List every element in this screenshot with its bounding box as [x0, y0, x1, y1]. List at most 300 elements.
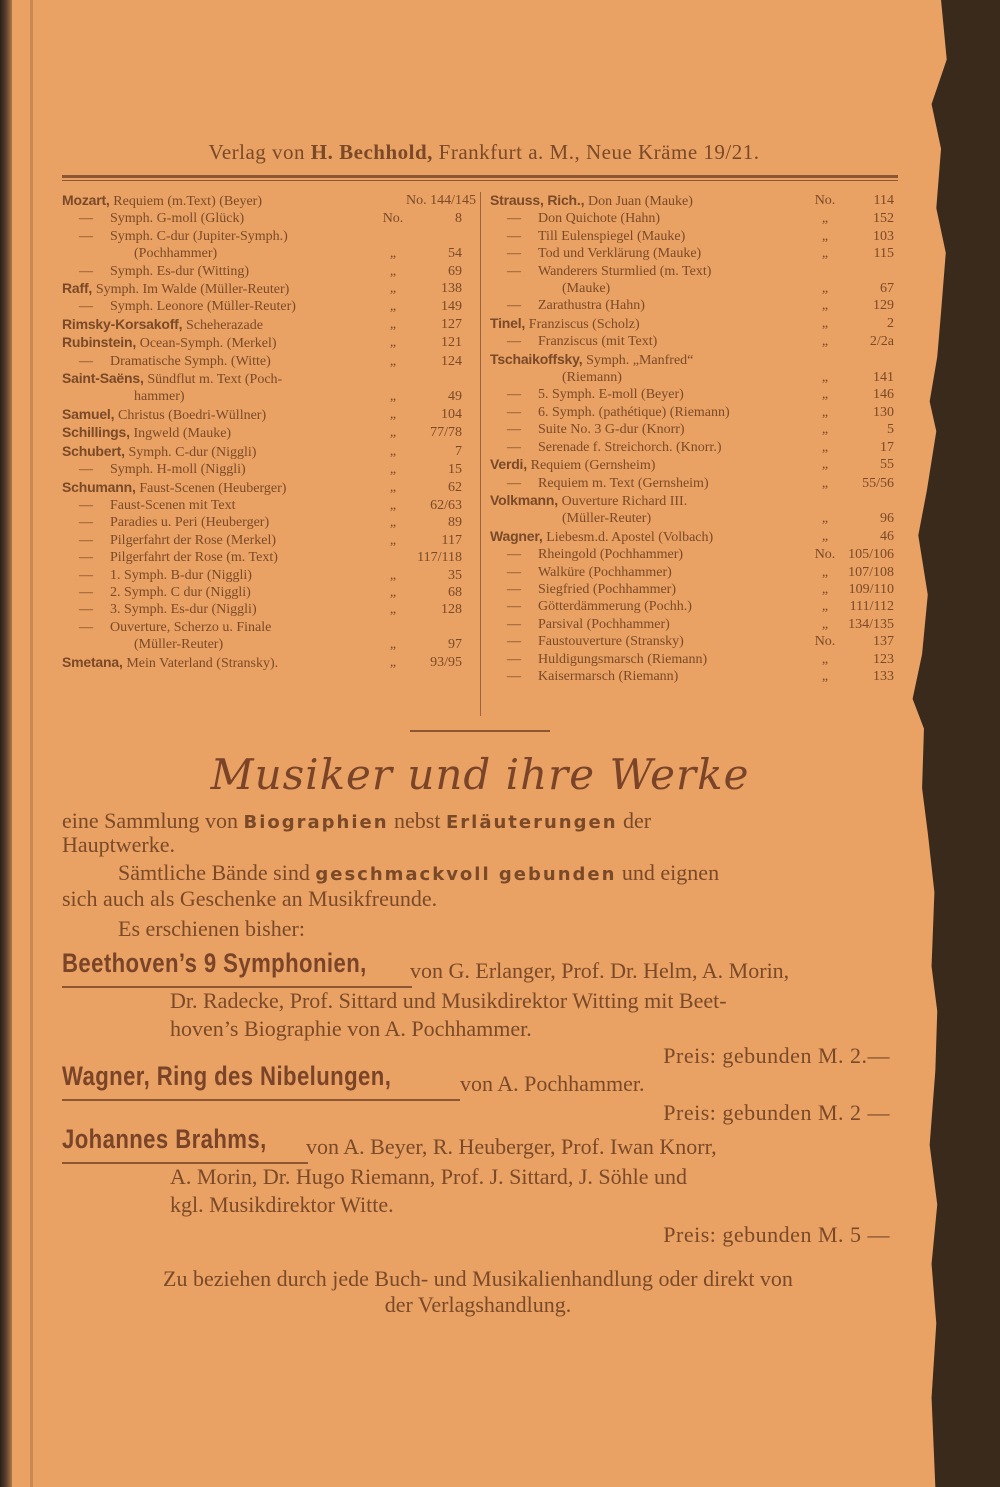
intro-text: nebst	[388, 808, 446, 833]
ditto-mark: No.	[814, 193, 836, 208]
ditto-dash: —	[79, 263, 93, 279]
catalog-entry	[62, 479, 462, 497]
work-title: Paradies u. Peri (Heuberger)	[110, 515, 270, 531]
book-title-wagner: Wagner, Ring des Nibelungen,	[62, 1061, 392, 1091]
composer-name: Saint-Saëns,	[62, 370, 148, 387]
entry-title	[490, 456, 812, 474]
catalog-number: 137	[873, 634, 894, 650]
work-title: 2. Symph. C dur (Niggli)	[110, 584, 251, 600]
ditto-mark	[380, 549, 406, 566]
work-title: Faustouverture (Stransky)	[538, 634, 684, 650]
work-title: 5. Symph. E-moll (Beyer)	[538, 387, 684, 403]
ditto-dash: —	[79, 462, 93, 478]
ditto-mark	[380, 192, 406, 210]
ditto-dash: —	[507, 263, 521, 279]
catalog-number: 93/95	[430, 654, 462, 670]
intro-emphasis: geschmackvoll gebunden	[315, 864, 617, 885]
ditto-mark	[812, 492, 838, 510]
entry-title	[490, 210, 812, 227]
catalog-number	[406, 619, 462, 636]
catalog-entry	[490, 439, 894, 456]
entry-title	[62, 388, 380, 405]
work-title: 6. Symph. (pathétique) (Riemann)	[538, 404, 730, 420]
catalog-entry	[62, 636, 462, 653]
catalog-entry	[490, 351, 894, 369]
catalog-number: 46	[880, 528, 894, 544]
catalog-number	[838, 263, 894, 280]
composer-name: Schumann,	[62, 478, 140, 495]
ditto-mark: „	[389, 637, 397, 653]
catalog-number: 8	[455, 211, 462, 227]
catalog-number	[838, 492, 894, 510]
composer-name: Strauss, Rich.,	[490, 192, 588, 208]
catalog-entry	[62, 210, 462, 227]
catalog-entry	[62, 514, 462, 531]
ditto-mark: „	[821, 511, 829, 527]
catalog-number: 89	[448, 515, 462, 531]
ditto-mark: „	[389, 353, 397, 369]
ditto-mark: „	[389, 479, 397, 495]
catalog-entry	[490, 581, 894, 598]
work-title: Symph. „Manfred“	[586, 352, 694, 368]
catalog-number: 128	[441, 602, 462, 618]
ditto-mark: „	[821, 281, 829, 297]
catalog-number	[406, 228, 462, 245]
ditto-dash: —	[507, 387, 521, 403]
entry-title	[62, 406, 380, 424]
ditto-dash: —	[507, 475, 521, 491]
catalog-entry	[490, 263, 894, 280]
header-post: Frankfurt a. M., Neue Kräme 19/21.	[432, 140, 760, 164]
catalog-number: No. 144/145	[406, 193, 476, 208]
catalog-number: 15	[448, 462, 462, 478]
ditto-dash: —	[79, 228, 93, 244]
ditto-mark: „	[821, 404, 829, 420]
ditto-mark: „	[821, 334, 829, 350]
work-title: Siegfried (Pochhammer)	[538, 581, 677, 597]
work-title: Symph. Im Walde (Müller-Reuter)	[95, 282, 290, 298]
composer-name: Smetana,	[62, 653, 127, 670]
catalog-entry	[490, 616, 894, 633]
entry-title	[62, 567, 380, 584]
catalog-entry	[62, 388, 462, 405]
ditto-dash: —	[79, 299, 93, 315]
catalog-entry	[62, 316, 462, 334]
intro-emphasis: Erläuterungen	[446, 812, 618, 833]
ditto-mark: „	[389, 263, 397, 279]
footer-line-2: der Verlagshandlung.	[384, 1292, 572, 1317]
footer-note	[62, 1266, 894, 1318]
catalog-entry	[490, 598, 894, 615]
catalog-number: 133	[873, 668, 894, 684]
entry-title	[62, 601, 380, 618]
ditto-mark: „	[389, 281, 397, 297]
entry-title	[490, 404, 812, 421]
entry-title	[62, 479, 380, 497]
entry-title	[62, 443, 380, 461]
ditto-mark: „	[821, 528, 829, 544]
entry-title	[62, 584, 380, 601]
catalog-column-right	[490, 192, 894, 685]
catalog-number: 7	[455, 443, 462, 459]
ditto-dash: —	[507, 246, 521, 262]
work-title: Requiem m. Text (Gernsheim)	[538, 475, 709, 491]
work-title: Don Quichote (Hahn)	[538, 211, 661, 227]
work-title: Tod und Verklärung (Mauke)	[538, 246, 702, 262]
entry-title	[490, 668, 812, 685]
entry-title	[62, 263, 380, 280]
catalog-number: 109/110	[848, 581, 894, 597]
entry-title	[62, 514, 380, 531]
intro-text: eine Sammlung von	[62, 808, 244, 833]
catalog-number: 115	[873, 246, 894, 262]
catalog-number: 105/106	[848, 547, 894, 563]
catalog-number: 2	[887, 315, 894, 331]
entry-title	[490, 616, 812, 633]
ditto-dash: —	[507, 547, 521, 563]
catalog-number: 77/78	[430, 425, 462, 441]
catalog-entry	[490, 333, 894, 350]
catalog-entry	[62, 370, 462, 388]
work-title: Requiem (m.Text) (Beyer)	[113, 194, 262, 209]
ditto-mark: „	[821, 228, 829, 244]
catalog-number: 69	[448, 263, 462, 279]
ditto-dash: —	[79, 532, 93, 548]
book-underline	[62, 1099, 460, 1101]
catalog-entry	[62, 192, 476, 210]
catalog-number: 124	[441, 353, 462, 369]
composer-name: Schubert,	[62, 442, 129, 459]
catalog-number: 138	[441, 281, 462, 297]
ditto-dash: —	[507, 581, 521, 597]
ditto-dash: —	[507, 334, 521, 350]
intro-line-5: Es erschienen bisher:	[118, 916, 305, 941]
ditto-dash: —	[507, 616, 521, 632]
intro-text: Sämtliche Bände sind	[118, 860, 316, 885]
ditto-dash: —	[79, 353, 93, 369]
entry-title	[490, 651, 812, 668]
work-title: Götterdämmerung (Pochh.)	[538, 599, 692, 615]
work-title: Ouverture Richard III.	[561, 493, 688, 509]
entry-title	[62, 532, 380, 549]
entry-title	[62, 497, 380, 514]
catalog-number: 146	[873, 387, 894, 403]
entry-title	[62, 654, 380, 672]
catalog-entry	[62, 567, 462, 584]
header-rule-thin	[62, 180, 898, 181]
catalog-number: 68	[448, 584, 462, 600]
catalog-number: 121	[441, 335, 462, 351]
catalog-number: 103	[873, 228, 894, 244]
entry-title	[490, 386, 812, 403]
ditto-mark: No.	[814, 634, 836, 650]
column-divider	[480, 192, 481, 716]
catalog-number: 123	[873, 651, 894, 667]
work-title: Scheherazade	[186, 317, 263, 333]
ditto-mark: „	[389, 584, 397, 600]
ditto-dash: —	[507, 668, 521, 684]
composer-name: Volkmann,	[490, 491, 562, 508]
entry-title	[490, 546, 812, 563]
catalog-entry	[62, 334, 462, 352]
ditto-mark: „	[821, 298, 829, 314]
ditto-mark	[812, 351, 838, 369]
work-title: (Mauke)	[562, 281, 611, 297]
catalog-number: 134/135	[848, 616, 894, 632]
work-title: Ocean-Symph. (Merkel)	[139, 336, 277, 352]
ditto-dash: —	[79, 584, 93, 600]
catalog-entry	[490, 492, 894, 510]
catalog-entry	[490, 369, 894, 386]
catalog-entry	[62, 497, 462, 514]
entry-title	[62, 334, 380, 352]
work-title: Walküre (Pochhammer)	[538, 564, 672, 580]
entry-title	[490, 245, 812, 262]
composer-name: Mozart,	[62, 192, 114, 208]
catalog-entry	[62, 424, 462, 442]
catalog-number: 97	[448, 637, 462, 653]
work-title: Faust-Scenen (Heuberger)	[139, 480, 287, 496]
composer-name: Verdi,	[490, 456, 531, 473]
entry-title	[62, 316, 380, 334]
catalog-number: 62/63	[430, 497, 462, 513]
work-title: Serenade f. Streichorch. (Knorr.)	[538, 439, 722, 455]
catalog-number: 104	[441, 406, 462, 422]
work-title: Ingweld (Mauke)	[133, 426, 232, 442]
catalog-entry	[490, 297, 894, 314]
work-title: Requiem (Gernsheim)	[530, 458, 656, 474]
entry-title	[490, 510, 812, 527]
catalog-number: 49	[448, 389, 462, 405]
ditto-mark: „	[821, 370, 829, 386]
ditto-dash: —	[79, 567, 93, 583]
ditto-mark: „	[389, 389, 397, 405]
catalog-entry	[62, 228, 462, 245]
ditto-mark: „	[821, 422, 829, 438]
ditto-mark: „	[821, 581, 829, 597]
entry-title	[490, 315, 812, 333]
work-title: Liebesm.d. Apostel (Volbach)	[546, 529, 714, 545]
intro-line-3	[118, 860, 719, 888]
ditto-mark: „	[821, 564, 829, 580]
intro-text: der	[617, 808, 652, 833]
entry-title	[62, 280, 380, 298]
ditto-mark: „	[389, 425, 397, 441]
work-title: Ouverture, Scherzo u. Finale	[110, 619, 272, 635]
work-title: 3. Symph. Es-dur (Niggli)	[110, 602, 257, 618]
entry-title	[490, 528, 812, 546]
catalog-entry	[62, 532, 462, 549]
book-beethoven-line-2: Dr. Radecke, Prof. Sittard und Musikdirektor Witting mit Beet-	[170, 988, 727, 1013]
catalog-number: 55	[880, 457, 894, 473]
entry-title	[62, 210, 380, 227]
work-title: Wanderers Sturmlied (m. Text)	[538, 263, 712, 279]
catalog-entry	[490, 421, 894, 438]
catalog-entry	[490, 528, 894, 546]
ditto-mark: No.	[814, 547, 836, 563]
book-brahms-line-2: A. Morin, Dr. Hugo Riemann, Prof. J. Sittard, J. Söhle und	[170, 1164, 687, 1189]
catalog-entry	[490, 280, 894, 297]
ditto-mark: „	[821, 616, 829, 632]
ditto-mark: „	[389, 316, 397, 332]
header-rule	[62, 175, 898, 178]
catalog-number: 62	[448, 479, 462, 495]
ditto-mark: „	[821, 599, 829, 615]
composer-name: Wagner,	[490, 527, 547, 544]
footer-line-1: Zu beziehen durch jede Buch- und Musikalienhandlung oder direkt von	[163, 1266, 793, 1291]
work-title: Franziscus (Scholz)	[528, 316, 640, 332]
catalog-number: 149	[441, 299, 462, 315]
ditto-mark: „	[821, 475, 829, 491]
entry-title	[62, 245, 380, 262]
work-title: Zarathustra (Hahn)	[538, 298, 645, 314]
catalog-entry	[62, 654, 462, 672]
book-brahms-authors: von A. Beyer, R. Heuberger, Prof. Iwan Knorr,	[306, 1134, 717, 1159]
ditto-dash: —	[79, 550, 93, 566]
catalog-entry	[62, 298, 462, 315]
ditto-mark: „	[821, 315, 829, 331]
catalog-entry	[490, 315, 894, 333]
composer-name: Tinel,	[490, 314, 529, 331]
catalog-number: 152	[873, 211, 894, 227]
work-title: (Pochhammer)	[134, 246, 218, 262]
catalog-number: 117	[441, 532, 462, 548]
ditto-mark: „	[821, 668, 829, 684]
entry-title	[490, 192, 812, 210]
ditto-dash: —	[507, 651, 521, 667]
catalog-number: 107/108	[848, 564, 894, 580]
composer-name: Samuel,	[62, 405, 118, 422]
catalog-number: 17	[880, 439, 894, 455]
catalog-number: 129	[873, 298, 894, 314]
work-title: Till Eulenspiegel (Mauke)	[538, 228, 686, 244]
catalog-number	[406, 370, 462, 388]
work-title: hammer)	[134, 389, 185, 405]
section-rule	[410, 730, 550, 732]
work-title: Rheingold (Pochhammer)	[538, 547, 684, 563]
ditto-dash: —	[507, 599, 521, 615]
intro-text: und eignen	[616, 860, 720, 885]
ditto-mark: „	[821, 387, 829, 403]
catalog-entry	[62, 619, 462, 636]
work-title: Suite No. 3 G-dur (Knorr)	[538, 422, 685, 438]
entry-title	[62, 228, 380, 245]
composer-name: Tschaikoffsky,	[490, 350, 587, 367]
work-title: Symph. Es-dur (Witting)	[110, 263, 250, 279]
work-title: Pilgerfahrt der Rose (Merkel)	[110, 532, 276, 548]
ditto-dash: —	[507, 298, 521, 314]
work-title: Symph. C-dur (Niggli)	[128, 444, 257, 460]
entry-title	[490, 421, 812, 438]
work-title: Don Juan (Mauke)	[587, 194, 693, 209]
catalog-number: 117/118	[417, 550, 462, 566]
catalog-number: 96	[880, 511, 894, 527]
catalog-entry	[62, 601, 462, 618]
ditto-mark: „	[821, 651, 829, 667]
catalog-entry	[490, 456, 894, 474]
catalog-entry	[490, 475, 894, 492]
entry-title	[490, 475, 812, 492]
entry-title	[490, 369, 812, 386]
ditto-mark: „	[389, 246, 397, 262]
catalog-number: 67	[880, 281, 894, 297]
book-beethoven	[62, 950, 434, 978]
catalog-entry	[62, 245, 462, 262]
book-title-brahms: Johannes Brahms,	[62, 1124, 267, 1154]
work-title: Symph. C-dur (Jupiter-Symph.)	[110, 228, 288, 244]
work-title: 1. Symph. B-dur (Niggli)	[110, 567, 252, 583]
ditto-dash: —	[507, 422, 521, 438]
ditto-mark: „	[821, 439, 829, 455]
ditto-dash: —	[507, 228, 521, 244]
ditto-mark: „	[821, 457, 829, 473]
work-title: Faust-Scenen mit Text	[110, 497, 236, 513]
entry-title	[490, 581, 812, 598]
catalog-number: 141	[873, 370, 894, 386]
composer-name: Rimsky-Korsakoff,	[62, 315, 186, 332]
intro-emphasis: Biographien	[243, 812, 389, 833]
catalog-entry	[62, 549, 462, 566]
ditto-dash: —	[507, 211, 521, 227]
price-brahms: Preis: gebunden M. 5 —	[663, 1222, 890, 1247]
work-title: Symph. G-moll (Glück)	[110, 211, 245, 227]
header-pre: Verlag von	[208, 140, 311, 164]
catalog-entry	[490, 651, 894, 668]
page-edge	[30, 0, 33, 1487]
work-title: (Riemann)	[562, 370, 622, 386]
work-title: Sündflut m. Text (Poch-	[147, 372, 283, 388]
ditto-dash: —	[79, 602, 93, 618]
entry-title	[62, 461, 380, 478]
entry-title	[62, 619, 380, 636]
catalog-number: 2/2a	[869, 334, 894, 350]
ditto-mark: „	[821, 246, 829, 262]
publisher-name: H. Bechhold,	[310, 140, 433, 164]
ditto-mark: „	[389, 532, 397, 548]
catalog-entry	[62, 584, 462, 601]
catalog-entry	[490, 633, 894, 650]
entry-title	[490, 439, 812, 456]
ditto-dash: —	[79, 515, 93, 531]
book-title-beethoven: Beethoven’s 9 Symphonien,	[62, 948, 367, 978]
entry-title	[490, 351, 812, 369]
ditto-mark	[812, 263, 838, 280]
series-title: Musiker und ihre Werke	[210, 750, 750, 799]
book-brahms-line-3: kgl. Musikdirektor Witte.	[170, 1192, 394, 1217]
entry-title	[490, 228, 812, 245]
catalog-number: 5	[887, 422, 894, 438]
entry-title	[62, 192, 380, 210]
ditto-mark: „	[389, 443, 397, 459]
entry-title	[490, 263, 812, 280]
catalog-number: 114	[873, 193, 894, 208]
entry-title	[62, 370, 380, 388]
price-beethoven: Preis: gebunden M. 2.—	[663, 1043, 890, 1068]
entry-title	[490, 633, 812, 650]
catalog-entry	[490, 564, 894, 581]
work-title: Symph. H-moll (Niggli)	[110, 462, 246, 478]
work-title: Kaisermarsch (Riemann)	[538, 668, 679, 684]
intro-line-4: sich auch als Geschenke an Musikfreunde.	[62, 886, 438, 911]
ditto-dash: —	[79, 619, 93, 635]
work-title: Parsival (Pochhammer)	[538, 616, 670, 632]
ditto-dash: —	[507, 439, 521, 455]
catalog-entry	[62, 280, 462, 298]
ditto-mark: „	[389, 462, 397, 478]
catalog-entry	[490, 510, 894, 527]
book-wagner	[62, 1063, 464, 1091]
ditto-dash: —	[79, 211, 93, 227]
